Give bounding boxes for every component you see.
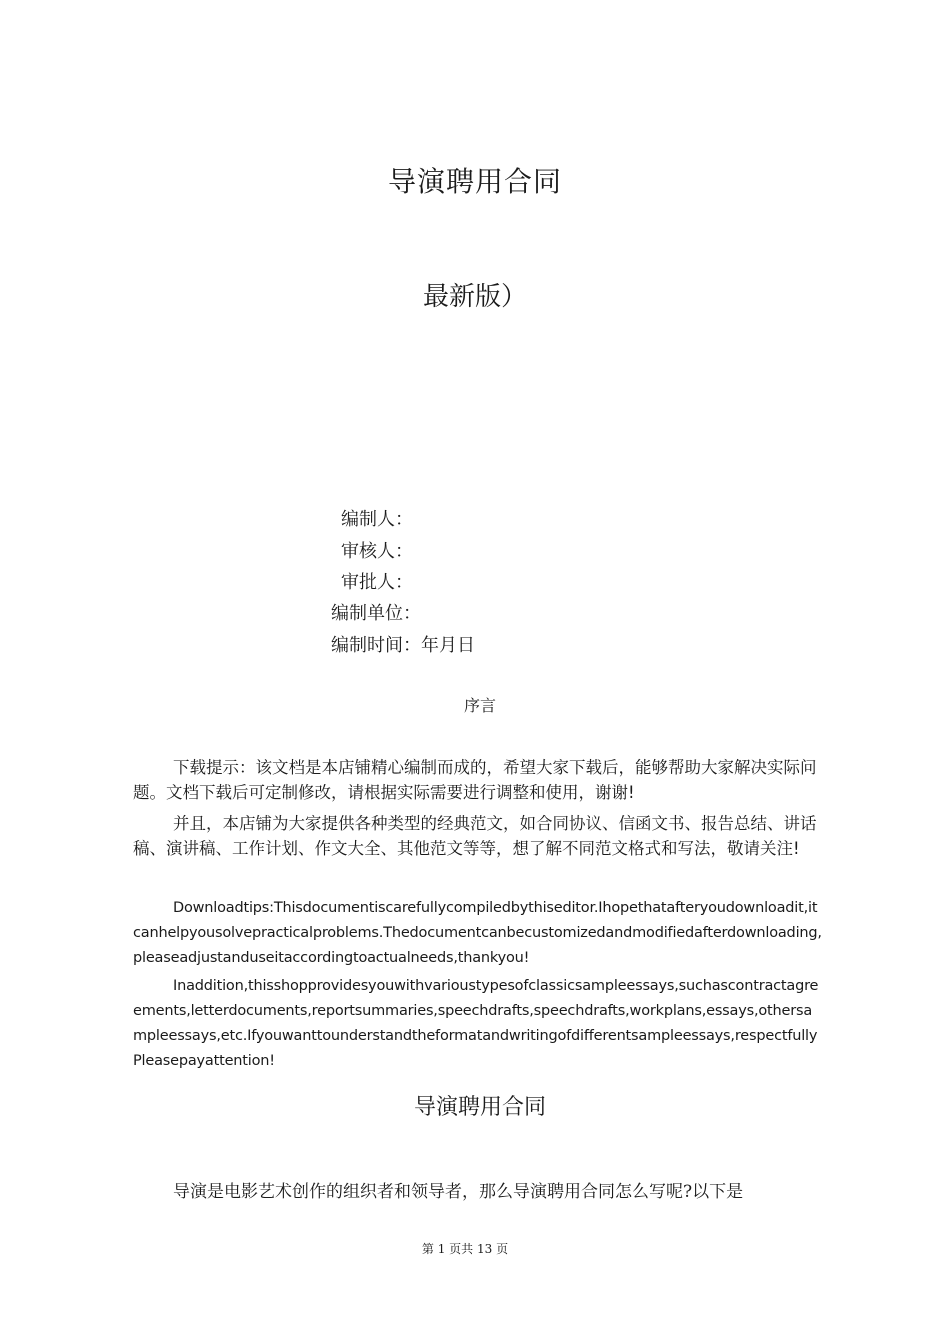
meta-preparer: 编制人：	[341, 509, 413, 530]
preface-en-paragraph-2: Inaddition,thisshopprovidesyouwithvarioustypesofclassicsampleessays,suchascontractagreements,letterdocuments,reportsummaries,speechdrafts,speechdrafts,workplans,essays,othersampleessays,etc.Ifyouwanttounderstandtheformatandwritingofdifferentsampleessays,respectfullyPleasepayattention!	[133, 978, 819, 1069]
page-footer: 第 1 页共 13 页	[421, 1242, 509, 1256]
meta-unit: 编制单位：	[331, 603, 421, 624]
meta-time: 编制时间：年月日	[331, 635, 475, 656]
meta-approver: 审批人：	[341, 572, 413, 593]
preface-en-paragraph-1: Downloadtips:Thisdocumentiscarefullycompiledbythiseditor.Ihopethatafteryoudownloadit,itcanhelpyousolvepracticalproblems.Thedocumentcanbecustomizedandmodifiedafterdownloading,pleaseadjustanduseitaccordingtoactualneeds,thankyou!	[133, 900, 822, 966]
document-title: 导演聘用合同	[387, 165, 562, 198]
meta-reviewer: 审核人：	[341, 541, 413, 562]
preface-heading: 序言	[463, 696, 496, 715]
body-paragraph: 导演是电影艺术创作的组织者和领导者，那么导演聘用合同怎么写呢?以下是	[173, 1182, 744, 1202]
preface-cn-paragraph-1: 下载提示：该文档是本店铺精心编制而成的，希望大家下载后，能够帮助大家解决实际问题。文档下载后可定制修改，请根据实际需要进行调整和使用，谢谢!	[133, 758, 817, 802]
preface-cn-paragraph-2: 并且，本店铺为大家提供各种类型的经典范文，如合同协议、信函文书、报告总结、讲话稿、演讲稿、工作计划、作文大全、其他范文等等，想了解不同范文格式和写法，敬请关注!	[133, 814, 817, 858]
section-title: 导演聘用合同	[413, 1095, 546, 1120]
document-subtitle: 最新版）	[422, 282, 527, 312]
